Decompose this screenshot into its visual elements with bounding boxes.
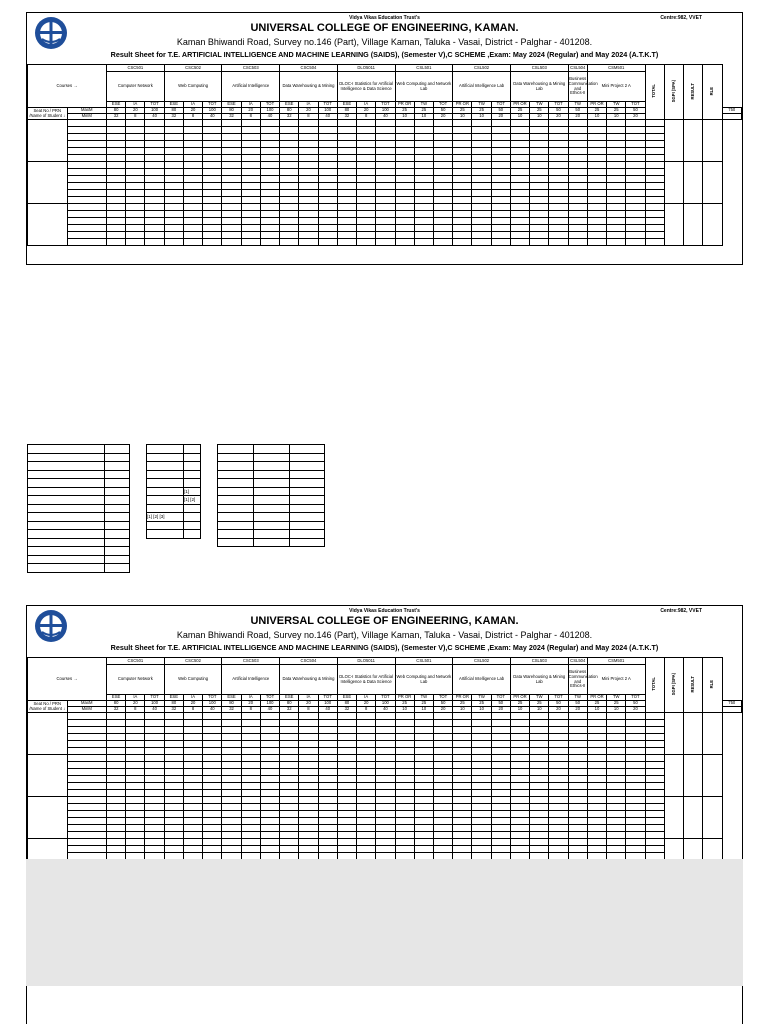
seat-label: Seat No / PRN /Name of Student ↓ [29,700,66,711]
component-head: TOT [318,695,337,701]
total-max: 750 [722,108,742,114]
course-code: CSC503 [222,658,280,665]
trust-name: Vidya Vikas Education Trust's [349,15,420,21]
max-mark: 80 [164,701,183,707]
max-mark: 20 [241,108,260,114]
min-mark: 8 [299,707,318,713]
max-mark: 100 [376,701,395,707]
course-name: DLOC-I Statistics for Artificial Intelligence & Data Science [337,665,395,695]
sheet-header [27,13,742,64]
result-header: RESULT [684,658,703,713]
course-name: Artificial Intelligence Lab [453,665,511,695]
min-mark: 32 [222,114,241,120]
max-mark: 100 [145,108,164,114]
snippet-cell: [1] [184,487,201,496]
component-head: TOT [376,102,395,108]
rle-header: RLE [703,65,722,120]
course-code: CSL502 [453,658,511,665]
course-name: Artificial Intelligence [222,665,280,695]
min-mark: 20 [549,707,568,713]
centre-code: Centre:982, VVET [660,15,702,21]
sheet-header [27,606,742,657]
college-address: Kaman Bhiwandi Road, Survey no.146 (Part), Village Kaman, Taluka - Vasai, District - Palghar - 401208. [176,630,593,640]
min-mark: 40 [145,707,164,713]
min-mark: 40 [145,114,164,120]
min-mark: 10 [414,707,433,713]
min-mark: 10 [510,707,529,713]
component-head: IA [183,695,202,701]
total-header: TOTAL [645,65,664,120]
min-mark: 20 [433,707,452,713]
student-row [28,197,742,204]
max-mark: 25 [510,108,529,114]
component-head: ESE [337,102,356,108]
component-head: IA [183,102,202,108]
student-row [28,832,742,839]
min-mark: 10 [414,114,433,120]
course-code: CSL504 [568,65,587,72]
student-row [28,804,742,811]
max-mark: 25 [472,108,491,114]
student-row [28,769,742,776]
courses-label: Courses → [28,658,107,701]
max-mark: 80 [280,108,299,114]
component-head: ESE [107,102,126,108]
min-mark: 8 [357,707,376,713]
max-mark: 50 [433,701,452,707]
student-row [28,790,742,797]
centre-code: Centre:982, VVET [660,608,702,614]
student-row [28,204,742,211]
course-code: CSC501 [107,658,165,665]
student-cell [28,162,68,204]
min-mark: 40 [318,707,337,713]
min-mark: 8 [126,707,145,713]
component-head: IA [241,695,260,701]
student-cell [28,120,68,162]
student-row [28,134,742,141]
max-mark: 100 [318,108,337,114]
course-name: Web Computing [164,72,222,102]
course-code: CSC504 [280,65,338,72]
min-mark: 8 [299,114,318,120]
component-head: TOT [203,695,222,701]
max-mark: 80 [337,108,356,114]
component-head: TW [568,695,587,701]
max-mark: 20 [299,701,318,707]
student-row [28,846,742,853]
min-mark: 32 [164,707,183,713]
min-mark: 10 [587,114,606,120]
student-row [28,713,742,720]
student-cell [28,204,68,246]
min-mark: 40 [318,114,337,120]
courses-label: Courses → [28,65,107,108]
max-mark: 25 [395,701,414,707]
min-mark: 20 [626,707,645,713]
student-row [28,162,742,169]
student-row [28,783,742,790]
minm-label: MinM [67,114,107,120]
component-head: TW [472,695,491,701]
course-code: CSC504 [280,658,338,665]
min-mark: 20 [626,114,645,120]
min-mark: 10 [607,707,626,713]
max-mark: 25 [510,701,529,707]
snippet-cell: [1] [2] [3] [147,513,184,522]
component-head: TOT [318,102,337,108]
small-table-3 [217,444,325,547]
student-row [28,797,742,804]
component-head: PR OR [510,695,529,701]
component-head: TOT [549,102,568,108]
course-code: DLO5011 [337,65,395,72]
student-row [28,232,742,239]
max-mark: 20 [183,108,202,114]
max-mark: 50 [549,701,568,707]
component-head: ESE [107,695,126,701]
min-mark: 10 [472,707,491,713]
student-row [28,183,742,190]
component-head: TOT [145,102,164,108]
course-name: Web Computing [164,665,222,695]
min-mark: 40 [203,114,222,120]
component-head: TOT [433,102,452,108]
component-head: TOT [145,695,164,701]
max-mark: 20 [126,701,145,707]
student-row [28,141,742,148]
max-mark: 20 [183,701,202,707]
max-mark: 100 [260,701,279,707]
total-min [722,707,742,713]
student-row [28,239,742,246]
max-mark: 25 [587,701,606,707]
max-mark: 100 [145,701,164,707]
student-row [28,155,742,162]
course-name: Data Warehousing & Mining [280,72,338,102]
max-mark: 50 [491,701,510,707]
student-row [28,825,742,832]
student-row [28,818,742,825]
min-mark: 10 [510,114,529,120]
min-mark: 32 [337,707,356,713]
course-code: CSC503 [222,65,280,72]
component-head: TOT [491,695,510,701]
course-name: Data Warehousing & Mining [280,665,338,695]
component-head: IA [241,102,260,108]
college-name: UNIVERSAL COLLEGE OF ENGINEERING, KAMAN. [250,615,519,627]
max-mark: 80 [222,108,241,114]
max-mark: 80 [337,701,356,707]
max-mark: 50 [568,108,587,114]
snippet-cell: [1] [2] [184,496,201,505]
max-mark: 50 [549,108,568,114]
component-head: TOT [433,695,452,701]
min-mark: 8 [126,114,145,120]
result-title: Result Sheet for T.E. ARTIFICIAL INTELLIGENCE AND MACHINE LEARNING (SAIDS), (Semester V),C SCHEME ,Exam: May 2024 (Regular) and May 2024 (A.T.K.T) [110,50,659,59]
component-head: ESE [222,102,241,108]
max-mark: 100 [203,108,222,114]
max-mark: 50 [433,108,452,114]
max-mark: 20 [357,701,376,707]
course-name: Data Warehousing & Mining Lab [510,665,568,695]
college-name: UNIVERSAL COLLEGE OF ENGINEERING, KAMAN. [250,22,519,34]
student-row [28,734,742,741]
component-head: PR OR [453,102,472,108]
max-mark: 25 [414,108,433,114]
max-mark: 25 [587,108,606,114]
max-mark: 50 [626,108,645,114]
min-mark: 10 [453,114,472,120]
min-mark: 32 [222,707,241,713]
sgpi-header: SGPI (SPA) [664,658,683,713]
min-mark: 10 [587,707,606,713]
trust-name: Vidya Vikas Education Trust's [349,608,420,614]
course-name: Mini Project 2 A [587,72,645,102]
course-code: CSL502 [453,65,511,72]
max-mark: 50 [491,108,510,114]
max-mark: 100 [318,701,337,707]
result-header: RESULT [684,65,703,120]
course-name: Artificial Intelligence [222,72,280,102]
min-mark: 8 [183,114,202,120]
student-row [28,762,742,769]
component-head: IA [126,102,145,108]
component-head: TW [414,695,433,701]
component-head: TOT [549,695,568,701]
max-mark: 20 [299,108,318,114]
component-head: TOT [260,695,279,701]
course-code: CSL501 [395,65,453,72]
min-mark: 10 [530,114,549,120]
max-mark: 20 [357,108,376,114]
student-row [28,120,742,127]
min-mark: 32 [280,114,299,120]
student-cell [28,797,68,839]
min-mark: 10 [453,707,472,713]
course-name: Business Communication and Ethics-II [568,665,587,695]
student-row [28,811,742,818]
min-mark: 32 [337,114,356,120]
max-mark: 100 [376,108,395,114]
component-head: PR OR [587,695,606,701]
course-code: CSC502 [164,65,222,72]
component-head: TOT [260,102,279,108]
student-cell [28,713,68,755]
component-head: TW [607,102,626,108]
student-row [28,839,742,846]
component-head: TW [568,102,587,108]
total-max: 750 [722,701,742,707]
student-row [28,127,742,134]
course-name: Web Computing and Network Lab [395,665,453,695]
seat-label: Seat No / PRN /Name of Student ↓ [29,107,66,118]
max-mark: 20 [126,108,145,114]
student-row [28,755,742,762]
course-name: Web Computing and Network Lab [395,72,453,102]
max-mark: 80 [222,701,241,707]
student-row [28,218,742,225]
student-row [28,720,742,727]
student-row [28,748,742,755]
min-mark: 8 [357,114,376,120]
min-mark: 20 [491,114,510,120]
component-head: PR OR [453,695,472,701]
total-min [722,114,742,120]
student-row [28,776,742,783]
small-table-2 [146,444,201,539]
min-mark: 32 [164,114,183,120]
course-code: CSM501 [587,658,645,665]
component-head: PR OR [395,102,414,108]
min-mark: 20 [568,114,587,120]
course-code: CSM501 [587,65,645,72]
student-row [28,169,742,176]
max-mark: 25 [453,701,472,707]
course-name: Artificial Intelligence Lab [453,72,511,102]
sgpi-header: SGPI (SPA) [664,65,683,120]
course-code: CSC501 [107,65,165,72]
min-mark: 40 [376,707,395,713]
student-row [28,176,742,183]
max-mark: 80 [164,108,183,114]
course-name: Mini Project 2 A [587,665,645,695]
min-mark: 32 [107,114,126,120]
max-mark: 25 [530,108,549,114]
min-mark: 32 [107,707,126,713]
max-mark: 80 [280,701,299,707]
component-head: TW [530,102,549,108]
min-mark: 40 [260,114,279,120]
max-mark: 50 [626,701,645,707]
max-mark: 25 [607,108,626,114]
component-head: ESE [222,695,241,701]
student-cell [28,755,68,797]
max-mark: 80 [107,701,126,707]
min-mark: 8 [241,707,260,713]
component-head: TOT [491,102,510,108]
component-head: TW [414,102,433,108]
total-header: TOTAL [645,658,664,713]
component-head: IA [299,695,318,701]
min-mark: 20 [491,707,510,713]
component-head: TOT [376,695,395,701]
component-head: ESE [164,695,183,701]
min-mark: 40 [203,707,222,713]
student-row [28,211,742,218]
component-head: IA [299,102,318,108]
component-head: TW [607,695,626,701]
component-head: PR OR [395,695,414,701]
min-mark: 20 [568,707,587,713]
component-head: ESE [164,102,183,108]
min-mark: 8 [241,114,260,120]
component-head: TOT [203,102,222,108]
component-head: TOT [626,102,645,108]
max-mark: 50 [568,701,587,707]
max-mark: 25 [395,108,414,114]
component-head: IA [357,102,376,108]
course-name: Data Warehousing & Mining Lab [510,72,568,102]
student-row [28,727,742,734]
course-name: Business Communication and Ethics-II [568,72,587,102]
max-mark: 25 [530,701,549,707]
small-table-1 [27,444,130,573]
component-head: ESE [280,695,299,701]
max-mark: 25 [472,701,491,707]
min-mark: 10 [395,707,414,713]
result-sheet-1 [26,12,743,265]
minm-label: MinM [67,707,107,713]
student-row [28,225,742,232]
min-mark: 10 [530,707,549,713]
min-mark: 32 [280,707,299,713]
rle-header: RLE [703,658,722,713]
component-head: ESE [337,695,356,701]
component-head: TW [472,102,491,108]
course-code: CSC502 [164,658,222,665]
course-code: DLO5011 [337,658,395,665]
min-mark: 20 [433,114,452,120]
min-mark: 10 [607,114,626,120]
max-mark: 25 [453,108,472,114]
min-mark: 40 [376,114,395,120]
result-title: Result Sheet for T.E. ARTIFICIAL INTELLIGENCE AND MACHINE LEARNING (SAIDS), (Semester V),C SCHEME ,Exam: May 2024 (Regular) and May 2024 (A.T.K.T) [110,643,659,652]
max-mark: 100 [203,701,222,707]
course-name: Computer Network [107,665,165,695]
min-mark: 40 [260,707,279,713]
min-mark: 10 [395,114,414,120]
course-name: Computer Network [107,72,165,102]
student-row [28,741,742,748]
student-row [28,148,742,155]
min-mark: 10 [472,114,491,120]
component-head: IA [357,695,376,701]
result-table [27,64,742,246]
max-mark: 100 [260,108,279,114]
component-head: TW [530,695,549,701]
min-mark: 20 [549,114,568,120]
min-mark: 8 [183,707,202,713]
grey-overlay [26,859,743,986]
course-code: CSL501 [395,658,453,665]
course-code: CSL503 [510,658,568,665]
component-head: TOT [626,695,645,701]
component-head: ESE [280,102,299,108]
course-name: DLOC-I Statistics for Artificial Intelligence & Data Science [337,72,395,102]
component-head: PR OR [510,102,529,108]
college-address: Kaman Bhiwandi Road, Survey no.146 (Part), Village Kaman, Taluka - Vasai, District - Palghar - 401208. [176,37,593,47]
max-mark: 80 [107,108,126,114]
student-row [28,190,742,197]
max-mark: 25 [607,701,626,707]
component-head: PR OR [587,102,606,108]
max-mark: 25 [414,701,433,707]
max-mark: 20 [241,701,260,707]
maxm-label: MaxM [67,701,107,707]
course-code: CSL504 [568,658,587,665]
course-code: CSL503 [510,65,568,72]
component-head: IA [126,695,145,701]
maxm-label: MaxM [67,108,107,114]
